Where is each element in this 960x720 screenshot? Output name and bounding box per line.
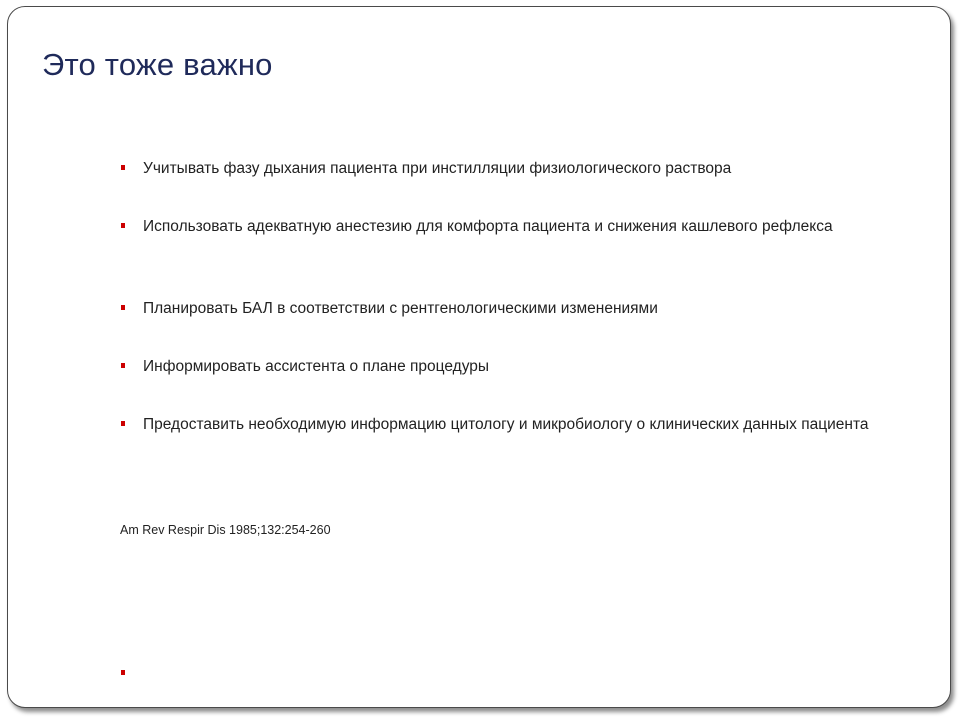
bullet-text: Использовать адекватную анестезию для комфорта пациента и снижения кашлевого рефлекса — [143, 218, 833, 235]
bullet-text: Предоставить необходимую информацию цитологу и микробиологу о клинических данных пациента — [143, 416, 869, 433]
slide-title: Это тоже важно — [42, 47, 273, 82]
bullet-item — [120, 355, 489, 378]
citation-reference: Am Rev Respir Dis 1985;132:254-260 — [120, 523, 331, 537]
bullet-square-icon — [121, 421, 125, 426]
bullet-item — [120, 413, 869, 436]
bullet-text: Информировать ассистента о плане процедуры — [143, 358, 490, 375]
bullet-item — [120, 157, 731, 180]
empty-bullet-square-icon — [121, 670, 125, 675]
bullet-square-icon — [121, 305, 125, 310]
bullet-text: Учитывать фазу дыхания пациента при инстилляции физиологического раствора — [143, 160, 732, 177]
bullet-item — [120, 215, 833, 238]
bullet-square-icon — [121, 165, 125, 170]
slide-frame — [7, 6, 951, 708]
bullet-text: Планировать БАЛ в соответствии с рентгенологическими изменениями — [143, 300, 658, 317]
bullet-item — [120, 297, 658, 320]
bullet-square-icon — [121, 363, 125, 368]
bullet-square-icon — [121, 223, 125, 228]
